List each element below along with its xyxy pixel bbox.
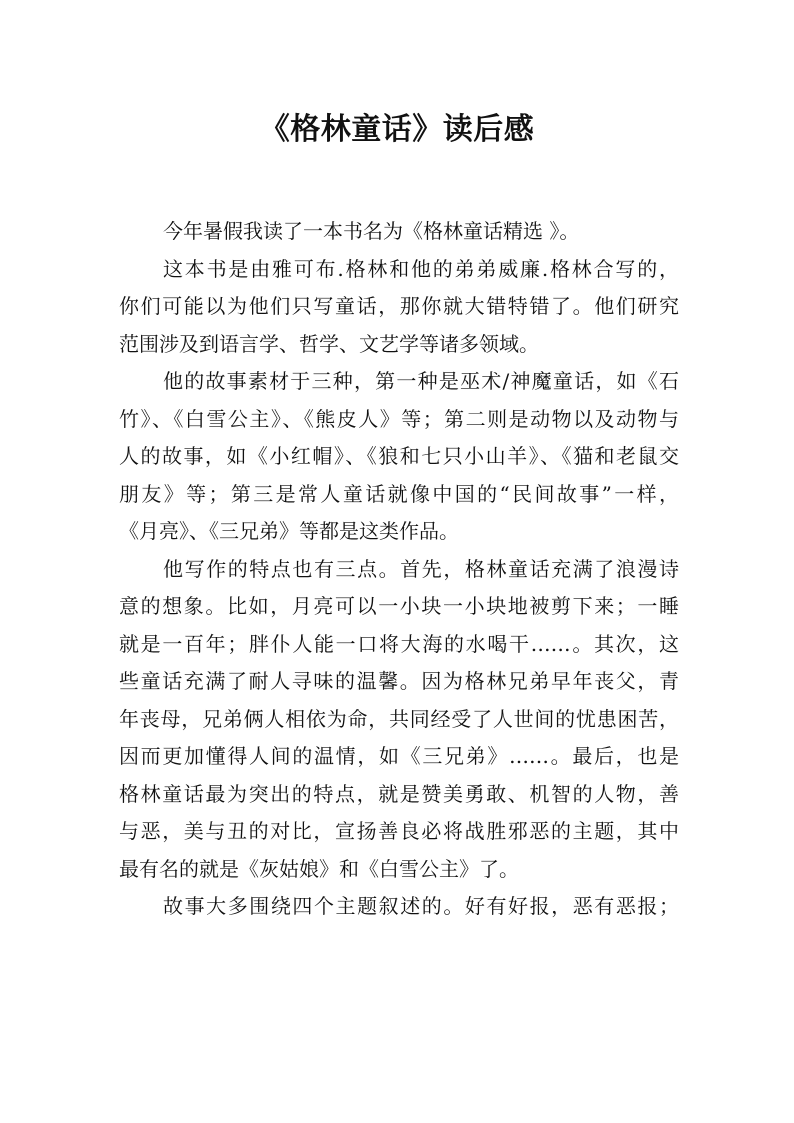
- text-line: 就是一百年；胖仆人能一口将大海的水喝干……。其次，这: [119, 631, 679, 656]
- text-line: 他写作的特点也有三点。首先，格林童话充满了浪漫诗: [163, 556, 679, 581]
- text-line: 故事大多围绕四个主题叙述的。好有好报，恶有恶报；: [163, 894, 679, 918]
- text-line: 竹》、《白雪公主》、《熊皮人》等；第二则是动物以及动物与: [119, 406, 679, 431]
- document-body: [119, 213, 679, 926]
- text-line: 年丧母，兄弟俩人相依为命，共同经受了人世间的忧患困苦，: [119, 706, 679, 731]
- text-line: 最有名的就是《灰姑娘》和《白雪公主》了。: [119, 856, 519, 881]
- text-line: 与恶，美与丑的对比，宣扬善良必将战胜邪恶的主题，其中: [119, 819, 679, 843]
- text-line: 你们可能以为他们只写童话，那你就大错特错了。他们研究: [119, 294, 679, 318]
- text-line: 人的故事，如《小红帽》、《狼和七只小山羊》、《猫和老鼠交: [119, 444, 679, 468]
- text-line: 些童话充满了耐人寻味的温馨。因为格林兄弟早年丧父，青: [119, 669, 679, 693]
- text-line: 他的故事素材于三种，第一种是巫术/神魔童话，如《石: [163, 369, 679, 393]
- text-line: 今年暑假我读了一本书名为《格林童话精选 》。: [163, 219, 580, 243]
- text-line: 《月亮》、《三兄弟》等都是这类作品。: [119, 519, 459, 543]
- text-line: 因而更加懂得人间的温情，如《三兄弟》……。最后，也是: [119, 744, 679, 768]
- text-line: 范围涉及到语言学、哲学、文艺学等诸多领域。: [119, 331, 539, 356]
- text-line: 意的想象。比如，月亮可以一小块一小块地被剪下来；一睡: [119, 594, 679, 618]
- text-line: 这本书是由雅可布.格林和他的弟弟威廉.格林合写的，: [163, 256, 679, 281]
- text-line: 朋友》等；第三是常人童话就像中国的“民间故事”一样，: [119, 481, 679, 506]
- document-title: 《格林童话》读后感: [259, 112, 535, 147]
- text-line: 格林童话最为突出的特点，就是赞美勇敢、机智的人物，善: [119, 781, 679, 806]
